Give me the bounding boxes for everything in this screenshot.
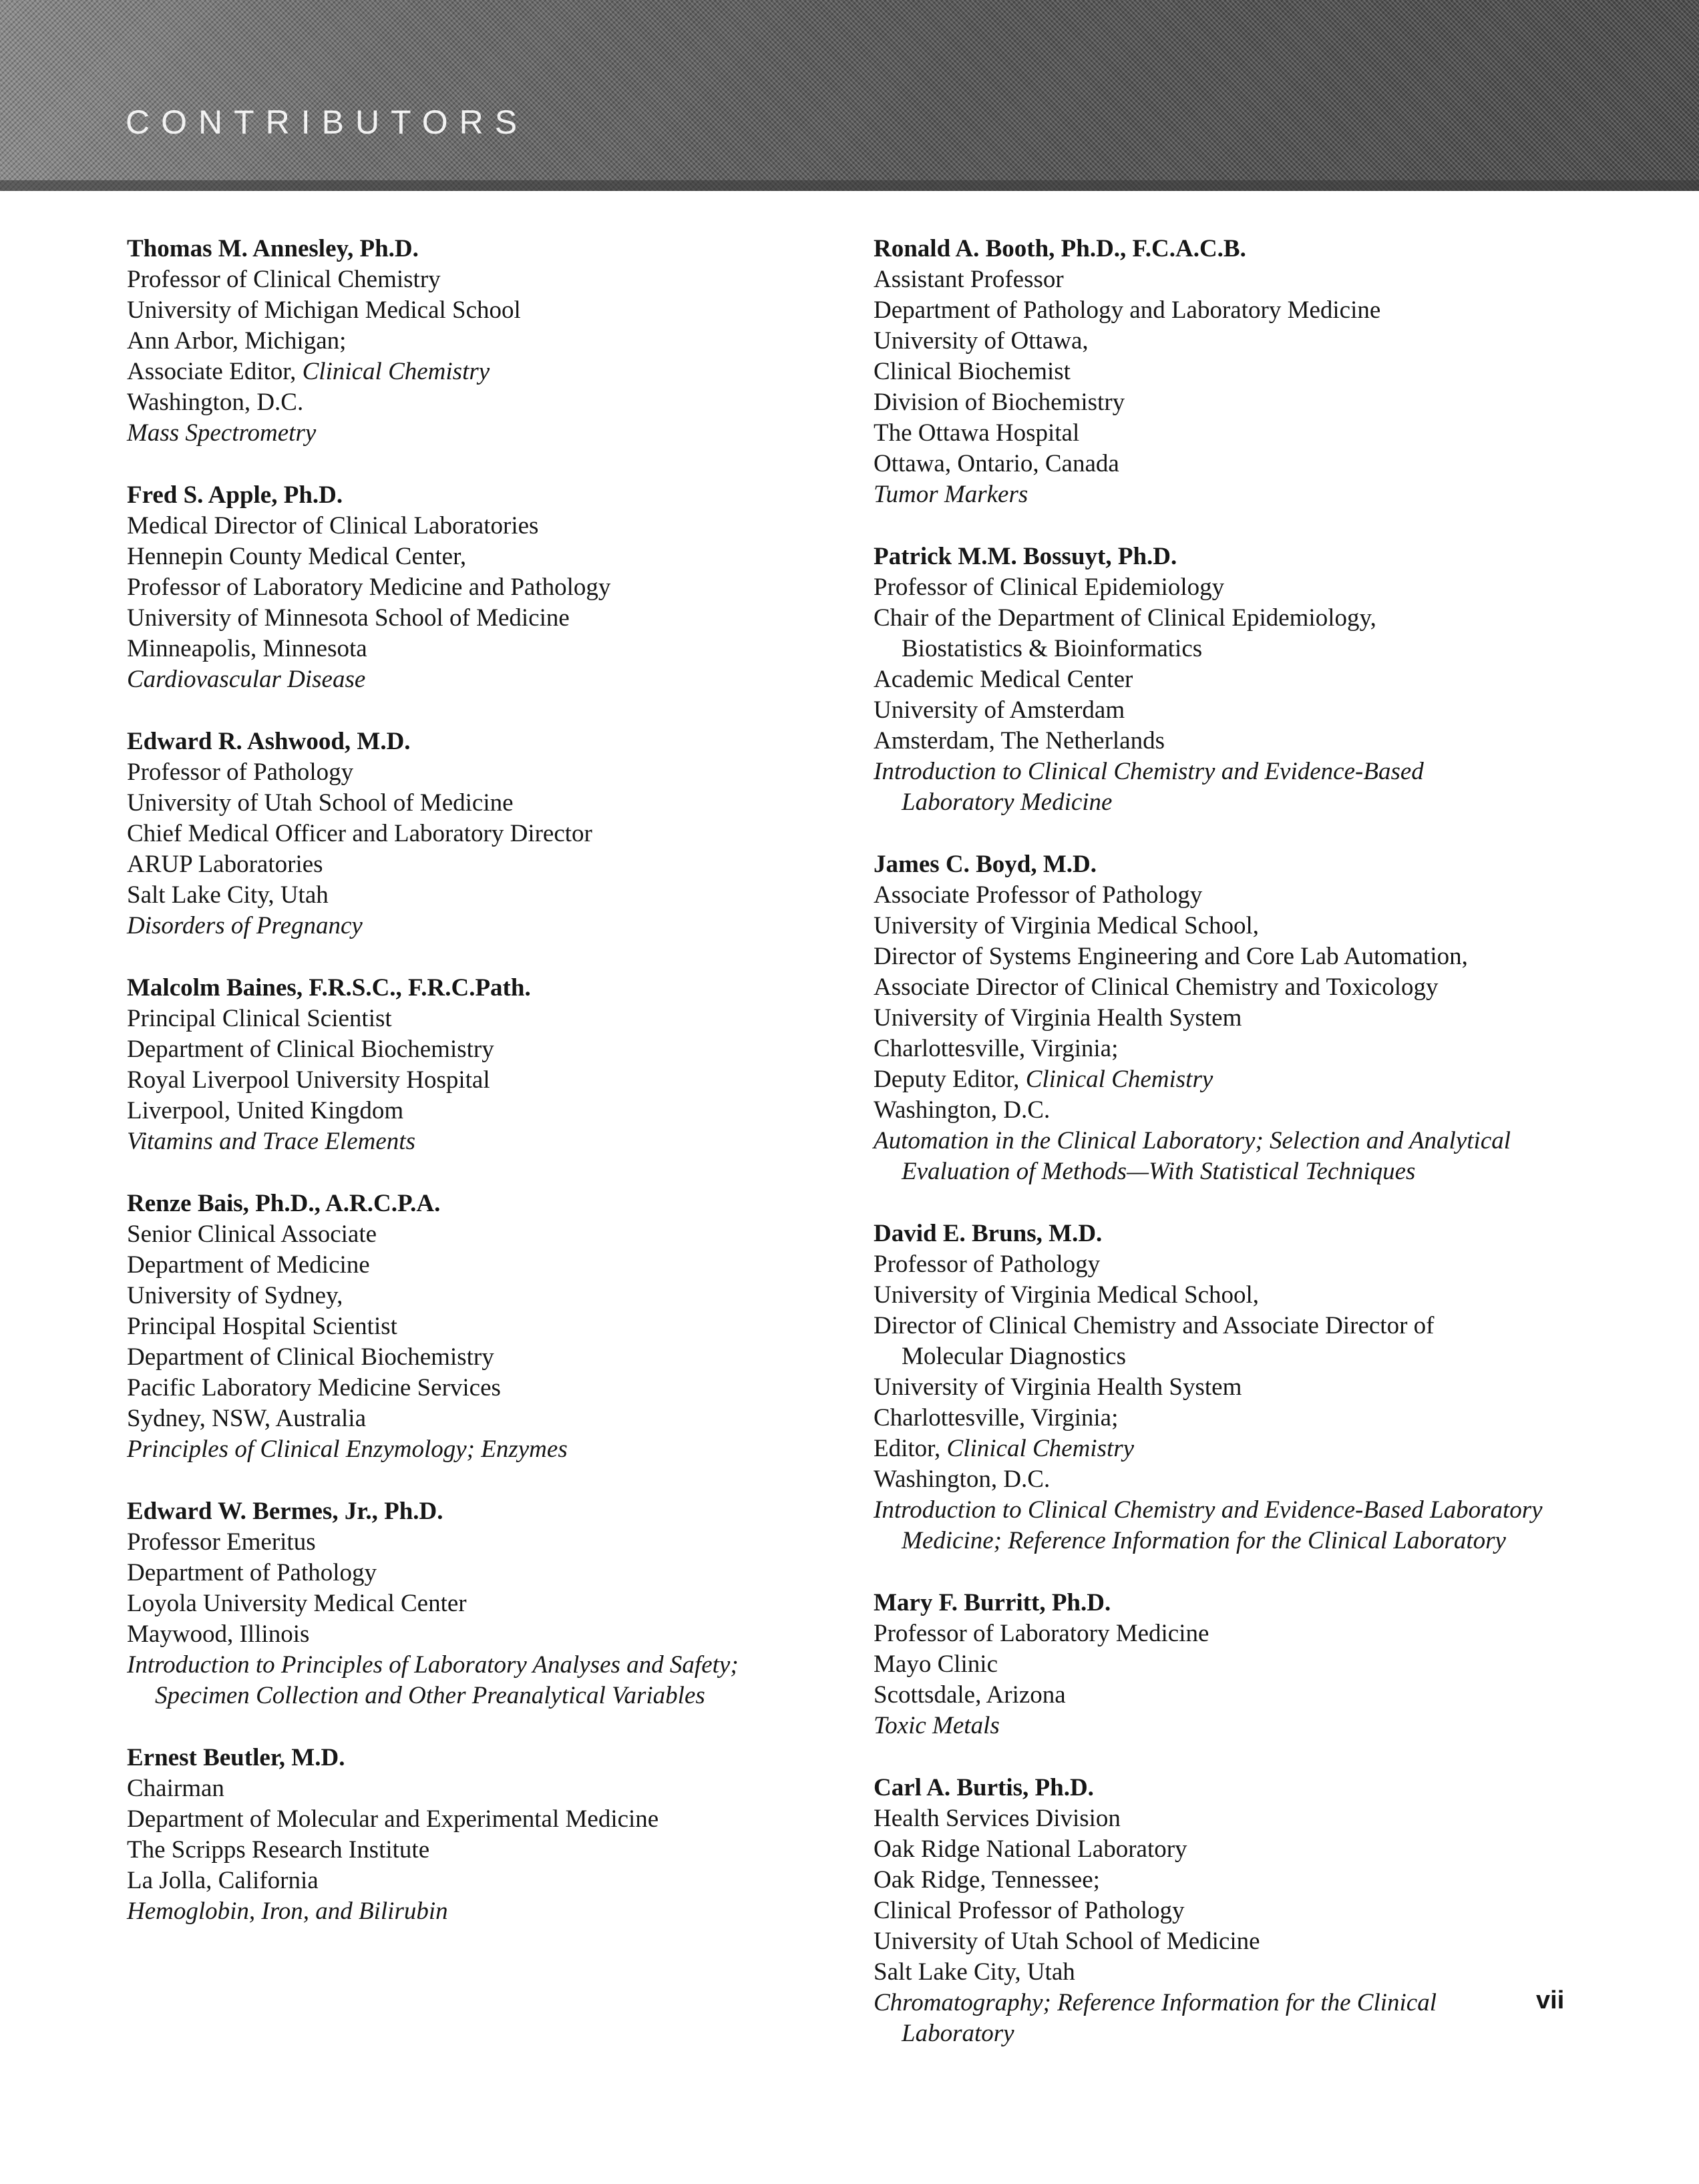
contributor-name: Malcolm Baines, F.R.S.C., F.R.C.Path. (127, 974, 531, 1002)
contributor-entry (127, 1496, 835, 1711)
affiliation-line: Salt Lake City, Utah (127, 881, 329, 909)
affiliation-line: University of Sydney, (127, 1282, 343, 1309)
editor-line (874, 1434, 1642, 1464)
affiliation-line: Department of Molecular and Experimental Medicine (127, 1805, 659, 1833)
chapter-title: Hemoglobin, Iron, and Bilirubin (127, 1898, 448, 1925)
affiliation-line: University of Utah School of Medicine (127, 789, 514, 817)
affiliation-line: Clinical Biochemist (874, 358, 1071, 385)
chapter-title: Cardiovascular Disease (127, 666, 366, 693)
affiliation-line: Liverpool, United Kingdom (127, 1097, 404, 1124)
affiliation-line: University of Michigan Medical School (127, 296, 521, 324)
affiliation-line: Department of Clinical Biochemistry (127, 1343, 494, 1371)
contributor-entry (127, 234, 835, 449)
chapter-title: Mass Spectrometry (127, 419, 317, 447)
affiliation-line: University of Utah School of Medicine (874, 1928, 1260, 1955)
affiliation-line: Professor of Pathology (874, 1251, 1101, 1278)
affiliation-line: Director of Clinical Chemistry and Associate Director of (874, 1312, 1435, 1339)
journal-name: Clinical Chemistry (302, 358, 490, 385)
affiliation-line: University of Minnesota School of Medicine (127, 604, 570, 632)
affiliation-line: Department of Medicine (127, 1251, 370, 1279)
editor-role: Associate Editor, (127, 358, 303, 385)
contributor-entry (874, 1773, 1642, 2049)
contributor-name: Ernest Beutler, M.D. (127, 1744, 345, 1771)
affiliation-line: University of Virginia Health System (874, 1004, 1242, 1032)
contributor-name: Mary F. Burritt, Ph.D. (874, 1589, 1111, 1616)
affiliation-line: Professor of Clinical Epidemiology (874, 574, 1225, 601)
page-title: CONTRIBUTORS (126, 103, 529, 141)
affiliation-line: Chief Medical Officer and Laboratory Director (127, 820, 592, 847)
affiliation-line: Assistant Professor (874, 266, 1064, 293)
affiliation-line: Associate Director of Clinical Chemistry and Toxicology (874, 973, 1439, 1001)
contributor-entry (874, 1588, 1642, 1741)
editor-line (874, 1064, 1642, 1095)
chapter-title: Specimen Collection and Other Preanalytical Variables (155, 1682, 705, 1709)
editor-role: Editor, (874, 1435, 947, 1462)
chapter-title: Disorders of Pregnancy (127, 912, 363, 939)
affiliation-line: University of Amsterdam (874, 696, 1125, 724)
affiliation-line: Maywood, Illinois (127, 1620, 310, 1648)
chapter-title: Vitamins and Trace Elements (127, 1128, 415, 1155)
affiliation-line: Pacific Laboratory Medicine Services (127, 1374, 501, 1401)
chapter-title: Tumor Markers (874, 481, 1028, 508)
affiliation-line: University of Virginia Health System (874, 1373, 1242, 1401)
chapter-title: Introduction to Clinical Chemistry and Evidence-Based (874, 758, 1424, 785)
affiliation-line: Principal Clinical Scientist (127, 1005, 392, 1032)
chapter-title: Toxic Metals (874, 1712, 1000, 1739)
affiliation-line: Ann Arbor, Michigan; (127, 327, 347, 355)
affiliation-line: The Scripps Research Institute (127, 1836, 430, 1864)
contributor-name: Carl A. Burtis, Ph.D. (874, 1774, 1094, 1801)
affiliation-line: Minneapolis, Minnesota (127, 635, 367, 662)
affiliation-line: Molecular Diagnostics (902, 1343, 1126, 1370)
affiliation-line: Division of Biochemistry (874, 389, 1125, 416)
affiliation-line: Professor of Laboratory Medicine and Pathology (127, 574, 611, 601)
chapter-title: Chromatography; Reference Information for the Clinical (874, 1989, 1437, 2016)
chapter-title: Principles of Clinical Enzymology; Enzymes (127, 1436, 568, 1463)
affiliation-line: Charlottesville, Virginia; (874, 1404, 1119, 1432)
affiliation-line: University of Virginia Medical School, (874, 1281, 1260, 1309)
affiliation-line: Professor of Laboratory Medicine (874, 1620, 1209, 1647)
journal-name: Clinical Chemistry (1025, 1066, 1213, 1093)
affiliation-line: Salt Lake City, Utah (874, 1958, 1075, 1986)
affiliation-line: Oak Ridge National Laboratory (874, 1835, 1187, 1863)
affiliation-line: Washington, D.C. (874, 1466, 1051, 1493)
contributor-name: Edward W. Bermes, Jr., Ph.D. (127, 1498, 443, 1525)
contributor-name: Edward R. Ashwood, M.D. (127, 728, 411, 755)
affiliation-line: The Ottawa Hospital (874, 419, 1080, 447)
affiliation-line: Chair of the Department of Clinical Epidemiology, (874, 604, 1376, 632)
affiliation-line: Department of Pathology and Laboratory Medicine (874, 296, 1381, 324)
affiliation-line: Amsterdam, The Netherlands (874, 727, 1165, 754)
affiliation-line: Washington, D.C. (874, 1096, 1051, 1124)
contributor-name: Patrick M.M. Bossuyt, Ph.D. (874, 543, 1177, 570)
affiliation-line: Charlottesville, Virginia; (874, 1035, 1119, 1062)
affiliation-line: Hennepin County Medical Center, (127, 543, 467, 570)
affiliation-line: Senior Clinical Associate (127, 1221, 377, 1248)
affiliation-line: Professor Emeritus (127, 1528, 316, 1556)
affiliation-line: Loyola University Medical Center (127, 1590, 467, 1617)
affiliation-line: University of Virginia Medical School, (874, 912, 1260, 939)
affiliation-line: Academic Medical Center (874, 666, 1133, 693)
contributor-name: Fred S. Apple, Ph.D. (127, 481, 343, 509)
contributor-entry (127, 1743, 835, 1927)
chapter-title: Evaluation of Methods—With Statistical Techniques (902, 1158, 1416, 1185)
affiliation-line: Associate Professor of Pathology (874, 881, 1203, 909)
affiliation-line: Royal Liverpool University Hospital (127, 1066, 490, 1094)
affiliation-line: Director of Systems Engineering and Core Lab Automation, (874, 943, 1468, 970)
right-column (874, 234, 1642, 2081)
affiliation-line: Department of Pathology (127, 1559, 377, 1586)
contributor-name: Renze Bais, Ph.D., A.R.C.P.A. (127, 1190, 441, 1217)
chapter-title: Introduction to Principles of Laboratory Analyses and Safety; (127, 1651, 739, 1679)
contributor-name: Thomas M. Annesley, Ph.D. (127, 235, 419, 262)
affiliation-line: Professor of Clinical Chemistry (127, 266, 441, 293)
chapter-title: Laboratory Medicine (902, 789, 1113, 816)
affiliation-line: Principal Hospital Scientist (127, 1313, 397, 1340)
journal-name: Clinical Chemistry (946, 1435, 1135, 1462)
affiliation-line: Health Services Division (874, 1805, 1121, 1832)
contributor-entry (874, 541, 1642, 818)
affiliation-line: Clinical Professor of Pathology (874, 1897, 1185, 1924)
affiliation-line: Department of Clinical Biochemistry (127, 1036, 494, 1063)
editor-line (127, 357, 835, 387)
contributor-entry (127, 480, 835, 695)
chapter-title: Introduction to Clinical Chemistry and Evidence-Based Laboratory (874, 1496, 1543, 1524)
affiliation-line: Chairman (127, 1775, 224, 1802)
left-column (127, 234, 835, 1958)
contributor-name: James C. Boyd, M.D. (874, 851, 1097, 878)
affiliation-line: Washington, D.C. (127, 389, 304, 416)
affiliation-line: La Jolla, California (127, 1867, 319, 1894)
page-number: vii (1536, 1986, 1565, 2014)
affiliation-line: Oak Ridge, Tennessee; (874, 1866, 1100, 1894)
contributor-entry (127, 726, 835, 941)
chapter-title: Laboratory (902, 2020, 1014, 2047)
affiliation-line: Professor of Pathology (127, 758, 354, 786)
contributor-entry (874, 234, 1642, 510)
affiliation-line: Mayo Clinic (874, 1651, 998, 1678)
affiliation-line: ARUP Laboratories (127, 851, 323, 878)
contributor-entry (874, 849, 1642, 1187)
chapter-title: Automation in the Clinical Laboratory; Selection and Analytical (874, 1127, 1511, 1154)
contributor-entry (874, 1219, 1642, 1556)
affiliation-line: Ottawa, Ontario, Canada (874, 450, 1119, 477)
affiliation-line: Biostatistics & Bioinformatics (902, 635, 1203, 662)
affiliation-line: University of Ottawa, (874, 327, 1089, 355)
affiliation-line: Sydney, NSW, Australia (127, 1405, 367, 1432)
chapter-title: Medicine; Reference Information for the Clinical Laboratory (902, 1527, 1506, 1554)
contributor-entry (127, 1188, 835, 1465)
header-band (0, 0, 1699, 191)
editor-role: Deputy Editor, (874, 1066, 1026, 1093)
contributor-name: David E. Bruns, M.D. (874, 1220, 1103, 1247)
contributor-entry (127, 973, 835, 1157)
affiliation-line: Scottsdale, Arizona (874, 1681, 1066, 1709)
contributor-name: Ronald A. Booth, Ph.D., F.C.A.C.B. (874, 235, 1246, 262)
affiliation-line: Medical Director of Clinical Laboratories (127, 512, 539, 539)
